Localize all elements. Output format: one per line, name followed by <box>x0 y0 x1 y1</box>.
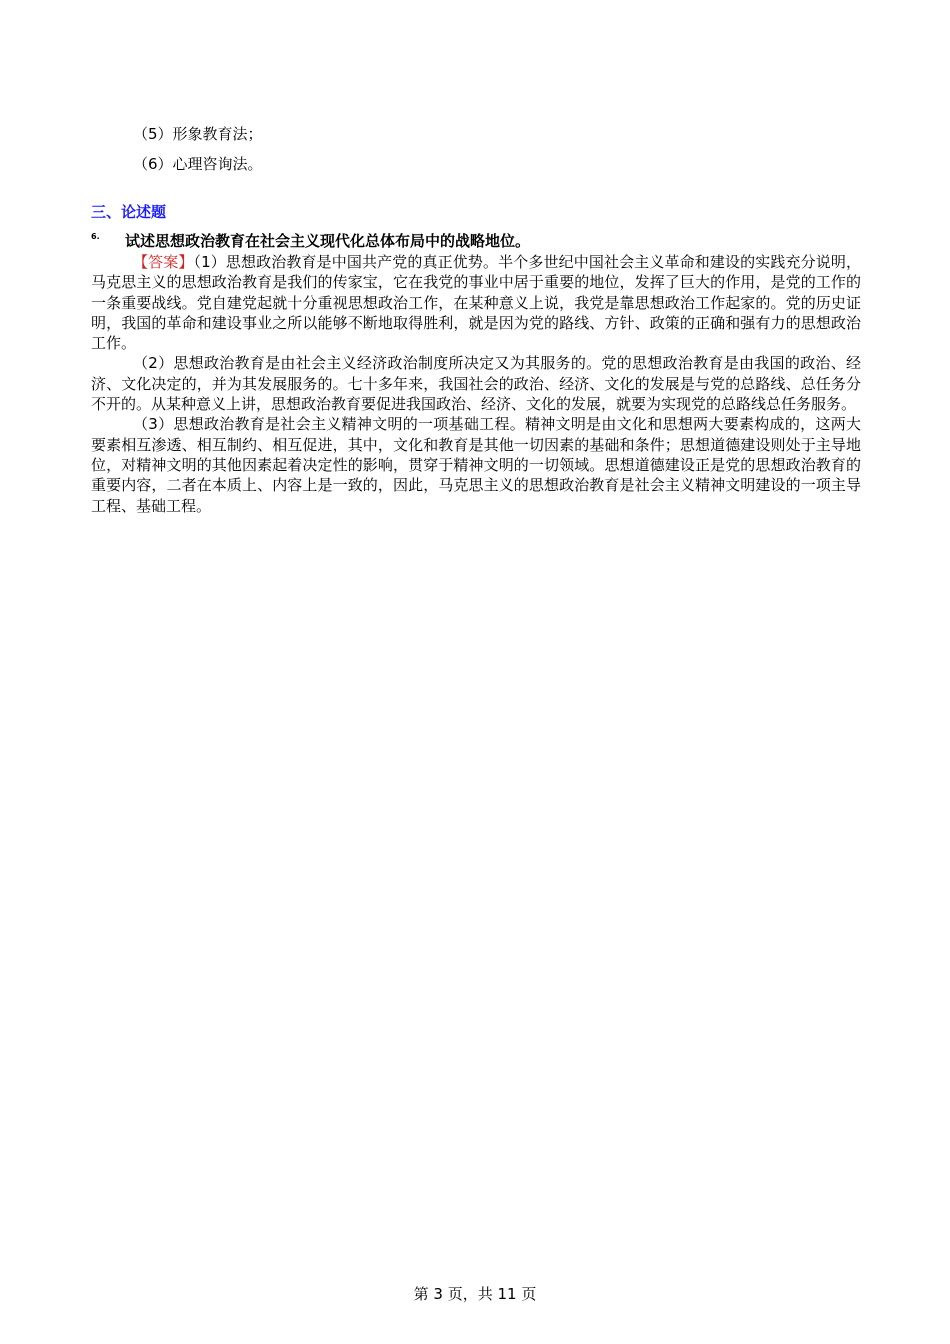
answer-block <box>91 252 861 516</box>
question <box>91 231 861 251</box>
question-number: 6. <box>91 232 100 241</box>
answer-paragraph-2: （2）思想政治教育是由社会主义经济政治制度所决定又为其服务的。党的思想政治教育是由我国的政治、经济、文化决定的，并为其发展服务的。七十多年来，我国社会的政治、经济、文化的发展是与党的总路线、总任务分不开的。从某种意义上讲，思想政治教育要促进我国政治、经济、文化的发展，就要为实现党的总路线总任务服务。 <box>91 354 861 414</box>
list-item-psychological-counseling: （6）心理咨询法。 <box>133 155 263 173</box>
answer-paragraph-1-text: （1）思想政治教育是中国共产党的真正优势。半个多世纪中国社会主义革命和建设的实践充分说明，马克思主义的思想政治教育是我们的传家宝，它在我党的事业中居于重要的地位，发挥了巨大的作用，是党的工作的一条重要战线。党自建党起就十分重视思想政治工作，在某种意义上说，我党是靠思想政治工作起家的。党的历史证明，我国的革命和建设事业之所以能够不断地取得胜利，就是因为党的路线、方针、政策的正确和强有力的思想政治工作。 <box>91 253 861 353</box>
page-footer: 第 3 页，共 11 页 <box>413 1285 537 1303</box>
answer-tag: 【答案】 <box>133 253 194 271</box>
section-heading: 三、论述题 <box>91 203 167 221</box>
answer-paragraph-1 <box>91 252 861 353</box>
question-text: 试述思想政治教育在社会主义现代化总体布局中的战略地位。 <box>125 232 531 250</box>
list-item-image-education: （5）形象教育法； <box>133 125 263 143</box>
answer-paragraph-3: （3）思想政治教育是社会主义精神文明的一项基础工程。精神文明是由文化和思想两大要素构成的，这两大要素相互渗透、相互制约、相互促进，其中，文化和教育是其他一切因素的基础和条件；思想道德建设则处于主导地位，对精神文明的其他因素起着决定性的影响，贯穿于精神文明的一切领域。思想道德建设正是党的思想政治教育的重要内容，二者在本质上、内容上是一致的，因此，马克思主义的思想政治教育是社会主义精神文明建设的一项主导工程、基础工程。 <box>91 415 861 515</box>
